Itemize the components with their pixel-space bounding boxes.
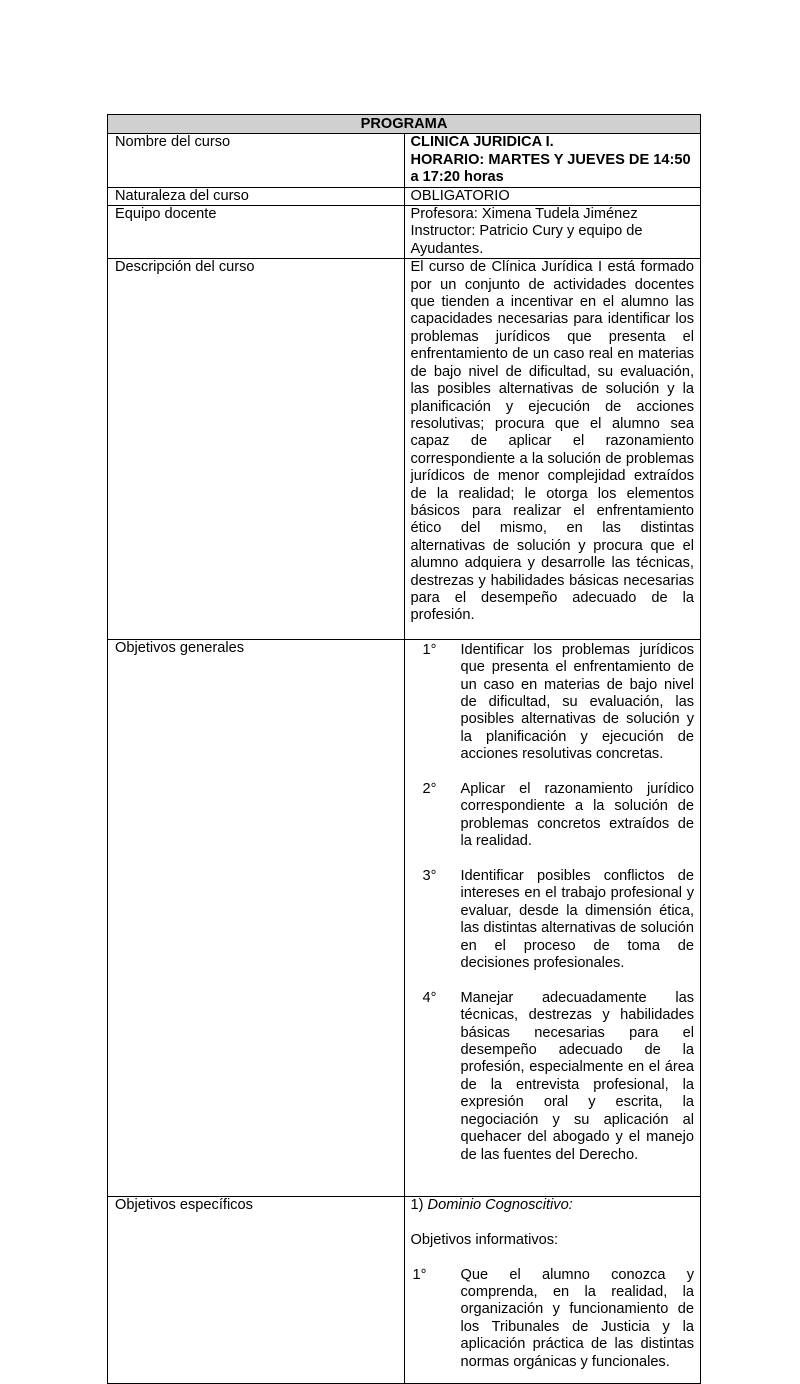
course-description: El curso de Clínica Jurídica I está formado por un conjunto de actividades docentes que tienden a incentivar en el alumno las capacidades necesarias para identificar los problemas jurídicos que presenta el enfrentamiento de un caso real en materias de bajo nivel de dificultad, su evaluación, las posibles alternativas de solución y la planificación y ejecución de acciones resolutivas; procura que el alumno sea capaz de aplicar el razonamiento correspondiente a la solución de problemas jurídicos de menor complejidad extraídos de la realidad; le otorga los elementos básicos para realizar el enfrentamiento ético del mismo, en las distintas alternativas de solución y procura que el alumno adquiera y desarrolle las técnicas, destrezas y habilidades básicas necesarias para el desempeño adecuado de la profesión. (404, 259, 701, 640)
list-item (411, 642, 695, 764)
teacher-name: Profesora: Ximena Tudela Jiménez (410, 206, 638, 223)
section-title: Dominio Cognoscitivo: (427, 1196, 573, 1213)
row-label-especificos: Objetivos específicos (108, 1196, 405, 1383)
course-title: CLINICA JURIDICA I. (410, 134, 554, 151)
instructor-name: Instructor: Patricio Cury y equipo de Ayudantes. (410, 223, 643, 257)
row-label-descripcion: Descripción del curso (108, 259, 405, 640)
item-text: Identificar posibles conflictos de intereses en el trabajo profesional y evaluar, desde la dimensión ética, las distintas alternativas de solución en el proceso de toma de decisiones profesionales. (460, 868, 694, 972)
table-row (108, 259, 701, 640)
item-text: Manejar adecuadamente las técnicas, destrezas y habilidades básicas necesarias para el desempeño adecuado de la profesión, especialmente en el área de la entrevista profesional, la expresión oral y escrita, la negociación y su aplicación al quehacer del abogado y el manejo de las fuentes del Derecho. (460, 989, 694, 1163)
table-row (108, 187, 701, 205)
section-number: 1) (410, 1196, 424, 1213)
program-table (107, 114, 701, 1384)
item-text: Que el alumno conozca y comprenda, en la realidad, la organización y funcionamiento de los Tribunales de Justicia y la aplicación práctica de las distintas normas orgánicas y funcionales. (460, 1266, 694, 1370)
list-item (411, 1267, 695, 1371)
item-text: Aplicar el razonamiento jurídico correspondiente a la solución de problemas concretos extraídos de la realidad. (460, 781, 694, 850)
item-number: 1° (412, 1266, 427, 1283)
course-nature-value: OBLIGATORIO (404, 187, 701, 205)
list-item (411, 781, 695, 851)
table-row (108, 134, 701, 187)
table-row (108, 1196, 701, 1383)
specific-objectives-cell (404, 1196, 701, 1383)
item-text: Identificar los problemas jurídicos que presenta el enfrentamiento de un caso en materias de bajo nivel de dificultad, su evaluación, las posibles alternativas de solución y la planificación y ejecución de acciones resolutivas concretas. (460, 641, 694, 763)
course-schedule: HORARIO: MARTES Y JUEVES DE 14:50 a 17:20 horas (410, 151, 691, 186)
teaching-team-cell (404, 206, 701, 259)
item-number: 1° (422, 641, 437, 658)
table-header-row (108, 115, 701, 134)
section-heading (411, 1197, 695, 1214)
item-number: 2° (422, 781, 437, 798)
table-header: PROGRAMA (108, 115, 701, 134)
list-item (411, 868, 695, 972)
item-number: 3° (422, 868, 437, 885)
subheading: Objetivos informativos: (410, 1231, 559, 1248)
course-name-cell (404, 134, 701, 187)
table-row (108, 639, 701, 1196)
list-item (411, 990, 695, 1164)
row-label-nombre: Nombre del curso (108, 134, 405, 187)
general-objectives-cell (404, 639, 701, 1196)
row-label-equipo: Equipo docente (108, 206, 405, 259)
general-objectives-list (411, 642, 695, 1164)
table-row (108, 206, 701, 259)
row-label-generales: Objetivos generales (108, 639, 405, 1196)
item-number: 4° (422, 989, 437, 1006)
row-label-naturaleza: Naturaleza del curso (108, 187, 405, 205)
